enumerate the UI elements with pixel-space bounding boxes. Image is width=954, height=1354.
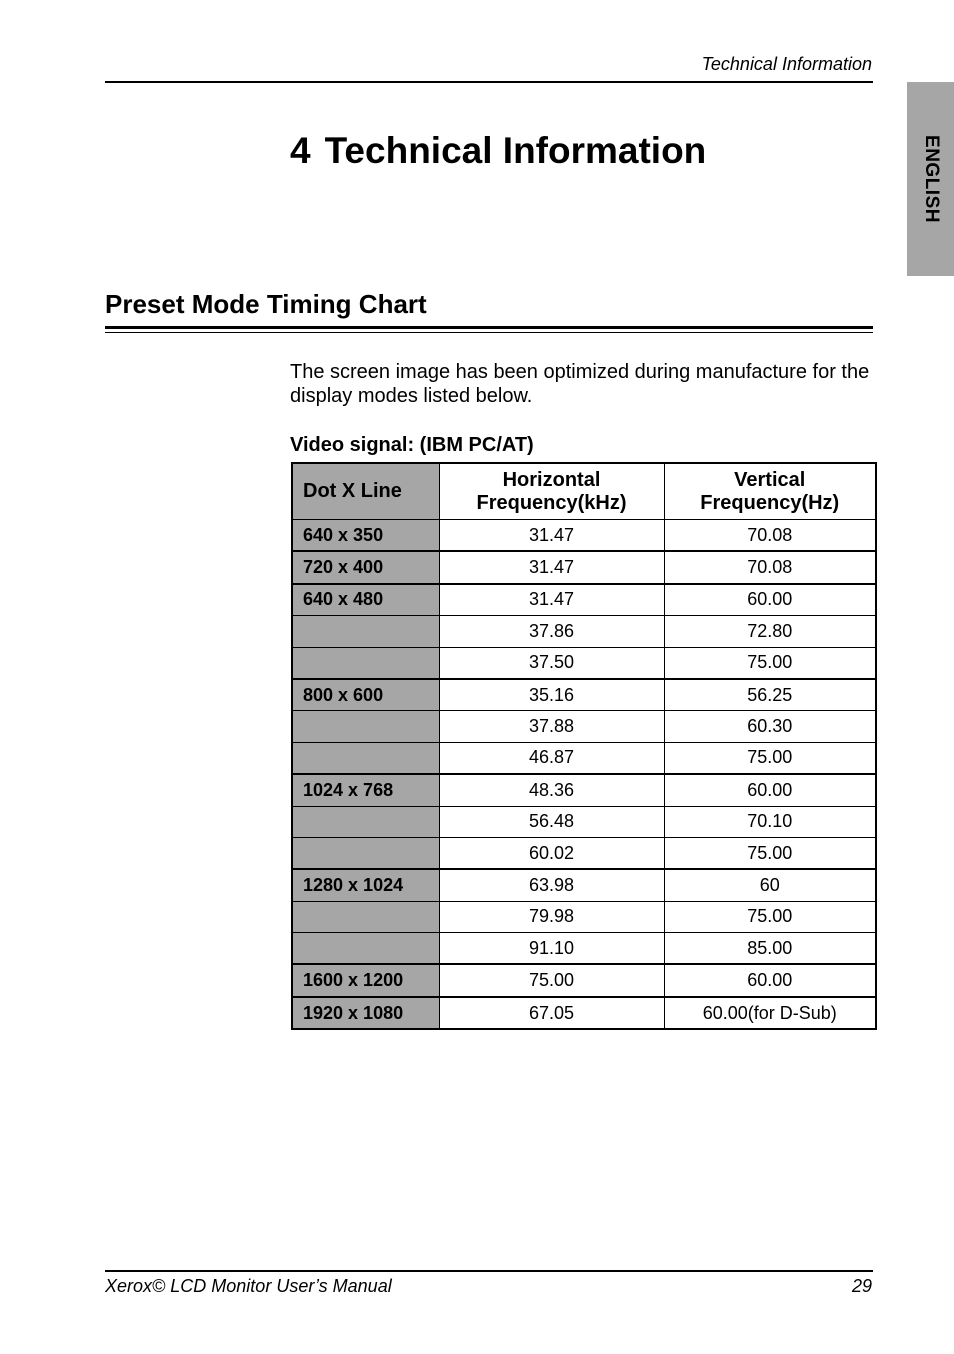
table-row (292, 616, 876, 647)
table-row (292, 551, 876, 583)
cell-vertical-frequency: 60.00 (664, 964, 876, 996)
cell-horizontal-frequency: 79.98 (439, 901, 664, 932)
chapter-number: 4 (290, 130, 311, 171)
table-body (292, 520, 876, 1030)
cell-vertical-frequency: 85.00 (664, 933, 876, 965)
cell-horizontal-frequency: 31.47 (439, 551, 664, 583)
table-row (292, 901, 876, 932)
header-horizontal-line1: Horizontal (502, 468, 601, 491)
cell-mode: 640 x 480 (292, 584, 439, 616)
cell-mode: 1280 x 1024 (292, 869, 439, 901)
section-title: Preset Mode Timing Chart (105, 289, 427, 319)
cell-horizontal-frequency: 91.10 (439, 933, 664, 965)
cell-horizontal-frequency: 37.88 (439, 711, 664, 742)
cell-horizontal-frequency: 48.36 (439, 774, 664, 806)
timing-table (291, 462, 877, 1030)
cell-vertical-frequency: 70.08 (664, 520, 876, 552)
cell-mode: 1920 x 1080 (292, 997, 439, 1029)
table-row (292, 742, 876, 774)
header-vertical (664, 463, 876, 520)
table-row (292, 964, 876, 996)
header-horizontal-line2: Frequency(kHz) (476, 491, 627, 514)
cell-vertical-frequency: 75.00 (664, 901, 876, 932)
header-vertical-line2: Frequency(Hz) (700, 491, 840, 514)
cell-horizontal-frequency: 56.48 (439, 806, 664, 837)
cell-vertical-frequency: 72.80 (664, 616, 876, 647)
table-row (292, 520, 876, 552)
language-tab (907, 82, 954, 276)
cell-mode: 720 x 400 (292, 551, 439, 583)
cell-horizontal-frequency: 67.05 (439, 997, 664, 1029)
table-row (292, 806, 876, 837)
cell-horizontal-frequency: 75.00 (439, 964, 664, 996)
chapter-title-text: Technical Information (324, 130, 707, 171)
cell-horizontal-frequency: 37.86 (439, 616, 664, 647)
cell-mode (292, 616, 439, 647)
cell-vertical-frequency: 75.00 (664, 742, 876, 774)
table-row (292, 774, 876, 806)
cell-vertical-frequency: 60.00(for D-Sub) (664, 997, 876, 1029)
header-mode: Dot X Line (292, 463, 439, 520)
cell-mode (292, 933, 439, 965)
cell-mode: 800 x 600 (292, 679, 439, 711)
cell-mode: 1600 x 1200 (292, 964, 439, 996)
section-rule-thick (105, 326, 873, 329)
cell-horizontal-frequency: 46.87 (439, 742, 664, 774)
table-row (292, 869, 876, 901)
cell-mode: 1024 x 768 (292, 774, 439, 806)
language-tab-label: ENGLISH (920, 135, 942, 223)
table-row (292, 647, 876, 679)
header-vertical-line1: Vertical (734, 468, 806, 491)
intro-paragraph: The screen image has been optimized during manufacture for the display modes listed below. (290, 361, 870, 407)
table-row (292, 837, 876, 869)
cell-mode (292, 901, 439, 932)
header-rule (105, 81, 873, 83)
cell-horizontal-frequency: 35.16 (439, 679, 664, 711)
cell-horizontal-frequency: 31.47 (439, 520, 664, 552)
cell-mode (292, 647, 439, 679)
cell-mode (292, 711, 439, 742)
table-header-row (292, 463, 876, 520)
table-row (292, 711, 876, 742)
table-row (292, 679, 876, 711)
table-row (292, 584, 876, 616)
chapter-title (290, 128, 706, 174)
cell-horizontal-frequency: 37.50 (439, 647, 664, 679)
cell-mode (292, 806, 439, 837)
cell-horizontal-frequency: 63.98 (439, 869, 664, 901)
cell-vertical-frequency: 70.08 (664, 551, 876, 583)
table-caption: Video signal: (IBM PC/AT) (290, 434, 534, 456)
cell-horizontal-frequency: 31.47 (439, 584, 664, 616)
header-horizontal (439, 463, 664, 520)
cell-vertical-frequency: 60.30 (664, 711, 876, 742)
cell-vertical-frequency: 56.25 (664, 679, 876, 711)
cell-horizontal-frequency: 60.02 (439, 837, 664, 869)
section-rule-thin (105, 332, 873, 333)
cell-mode (292, 742, 439, 774)
table-row (292, 997, 876, 1029)
cell-vertical-frequency: 60 (664, 869, 876, 901)
cell-vertical-frequency: 75.00 (664, 837, 876, 869)
cell-vertical-frequency: 60.00 (664, 584, 876, 616)
cell-vertical-frequency: 75.00 (664, 647, 876, 679)
table-row (292, 933, 876, 965)
running-header: Technical Information (701, 54, 872, 74)
footer-manual-title: Xerox© LCD Monitor User’s Manual (105, 1276, 392, 1296)
cell-vertical-frequency: 60.00 (664, 774, 876, 806)
footer-rule (105, 1270, 873, 1272)
cell-vertical-frequency: 70.10 (664, 806, 876, 837)
cell-mode (292, 837, 439, 869)
page-number: 29 (851, 1276, 872, 1296)
cell-mode: 640 x 350 (292, 520, 439, 552)
